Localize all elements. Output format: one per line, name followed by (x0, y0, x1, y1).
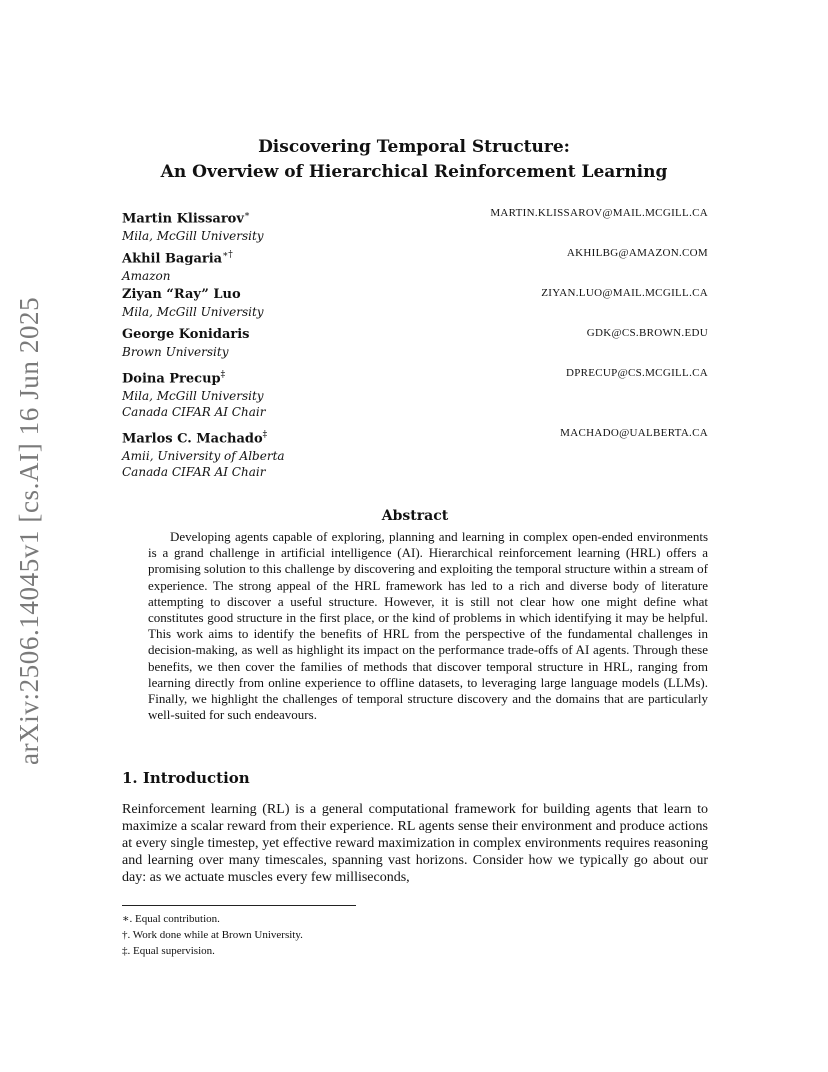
author-affiliation-2: Canada CIFAR AI Chair (122, 405, 266, 420)
author-name: Akhil Bagaria (122, 251, 223, 267)
author-block (122, 286, 708, 320)
author-affiliation: Mila, McGill University (122, 305, 264, 319)
footnote: †. Work done while at Brown University. (122, 929, 303, 941)
author-mark: ∗ (243, 210, 251, 220)
abstract-text: Developing agents capable of exploring, planning and learning in complex open-ended environments is a grand challenge in artificial intelligence (AI). Hierarchical reinforcement learning (HRL) offers a promising solution to this challenge by discovering and exploiting the temporal structure within a stream of experience. The strong appeal of the HRL framework has led to a rich and diverse body of literature attempting to discover a useful structure. However, it is still not clear how one might define what constitutes good structure in the first place, or the kind of problems in which identifying it may be helpful. This work aims to identify the benefits of HRL from the perspective of the fundamental challenges in decision-making, as well as highlight its impact on the performance trade-offs of AI agents. Through these benefits, we then cover the families of methods that discover temporal structure in HRL, ranging from learning directly from online experience to offline datasets, to leveraging large language models (LLMs). Finally, we highlight the challenges of temporal structure discovery and the domains that are particularly well-suited for such endeavours. (148, 529, 708, 723)
author-name: Marlos C. Machado (122, 431, 263, 447)
footnote-divider (122, 905, 356, 906)
author-mark: ‡ (262, 430, 268, 440)
author-name: Martin Klissarov (122, 211, 244, 227)
section-heading-introduction: 1. Introduction (122, 769, 250, 787)
author-affiliation: Mila, McGill University (122, 229, 264, 244)
title-line-2: An Overview of Hierarchical Reinforcement Learning (160, 162, 668, 182)
author-email: MACHADO@UALBERTA.CA (560, 427, 708, 439)
author-block (122, 326, 708, 360)
author-block (122, 206, 708, 244)
author-block (122, 426, 708, 480)
author-mark: ∗† (222, 250, 233, 260)
author-block (122, 246, 708, 284)
author-affiliation: Amazon (122, 269, 171, 284)
abstract-heading: Abstract (381, 508, 449, 524)
author-email: AKHILBG@AMAZON.COM (566, 247, 708, 259)
author-affiliation: Brown University (122, 345, 229, 359)
author-email: ZIYAN.LUO@MAIL.MCGILL.CA (541, 287, 708, 299)
author-affiliation-2: Canada CIFAR AI Chair (122, 465, 266, 480)
footnote: ‡. Equal supervision. (122, 945, 215, 957)
introduction-paragraph: Reinforcement learning (RL) is a general computational framework for building agents that learn to maximize a scalar reward from their experience. RL agents sense their environment and produce actions at every single timestep, yet effective reward maximization in complex environments requires reasoning and learning over many timescales, spanning vast horizons. Consider how we typically go about our day: as we actuate muscles every few milliseconds, (122, 802, 708, 885)
author-affiliation: Amii, University of Alberta (122, 449, 285, 464)
author-email: MARTIN.KLISSAROV@MAIL.MCGILL.CA (490, 207, 708, 219)
author-name: Ziyan “Ray” Luo (122, 287, 241, 302)
author-name: Doina Precup (122, 371, 221, 387)
author-email: GDK@CS.BROWN.EDU (586, 327, 708, 339)
paper-title (100, 135, 728, 185)
author-mark: ‡ (220, 370, 226, 380)
author-name: George Konidaris (122, 327, 250, 342)
footnotes (122, 911, 303, 959)
footnote: ∗. Equal contribution. (122, 913, 220, 925)
author-block (122, 366, 708, 420)
author-email: DPRECUP@CS.MCGILL.CA (565, 367, 708, 379)
arxiv-identifier: arXiv:2506.14045v1 [cs.AI] 16 Jun 2025 (14, 296, 44, 765)
title-line-1: Discovering Temporal Structure: (258, 137, 570, 157)
author-affiliation: Mila, McGill University (122, 389, 264, 404)
